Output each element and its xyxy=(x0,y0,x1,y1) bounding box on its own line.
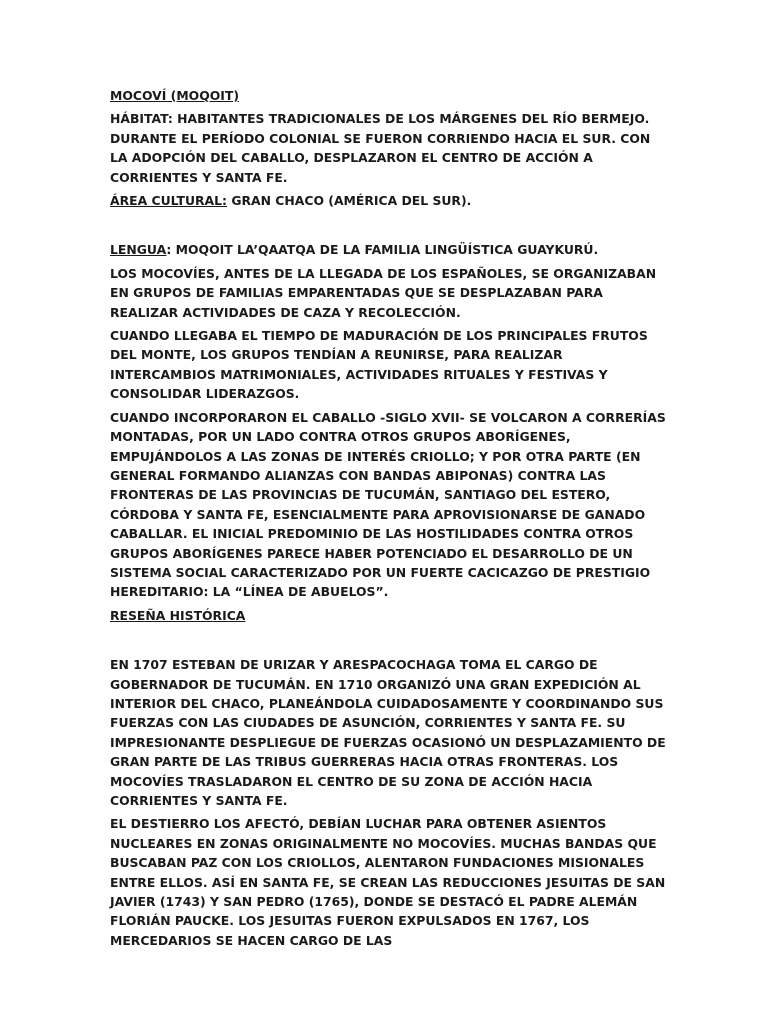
lengua-line xyxy=(110,240,670,259)
area-cultural-label: ÁREA CULTURAL: xyxy=(110,193,227,209)
organizacion-paragraph: LOS MOCOVÍES, ANTES DE LA LLEGADA DE LOS ESPAÑOLES, SE ORGANIZABAN EN GRUPOS DE FAMILIAS EMPARENTADAS QUE SE DESPLAZABAN PARA REALIZAR ACTIVIDADES DE CAZA Y RECOLECCIÓN. xyxy=(110,265,657,320)
destierro-paragraph: EL DESTIERRO LOS AFECTÓ, DEBÍAN LUCHAR PARA OBTENER ASIENTOS NUCLEARES EN ZONAS ORIGINALMENTE NO MOCOVÍES. MUCHAS BANDAS QUE BUSCABAN PAZ CON LOS CRIOLLOS, ALENTARON FUNDACIONES MISIONALES ENTRE ELLOS. ASÍ EN SANTA FE, SE CREAN LAS REDUCCIONES JESUITAS DE SAN JAVIER (1743) Y SAN PEDRO (1765), DONDE SE DESTACÓ EL PADRE ALEMÁN FLORIÁN PAUCKE. LOS JESUITAS FUERON EXPULSADOS EN 1767, LOS MERCEDARIOS SE HACEN CARGO DE LAS xyxy=(110,816,666,948)
area-cultural-value: GRAN CHACO (AMÉRICA DEL SUR). xyxy=(227,193,472,209)
caballo-paragraph: CUANDO INCORPORARON EL CABALLO -SIGLO XVII- SE VOLCARON A CORRERÍAS MONTADAS, POR UN LADO CONTRA OTROS GRUPOS ABORÍGENES, EMPUJÁNDOLOS A LAS ZONAS DE INTERÉS CRIOLLO; Y POR OTRA PARTE (EN GENERAL FORMANDO ALIANZAS CON BANDAS ABIPONAS) CONTRA LAS FRONTERAS DE LAS PROVINCIAS DE TUCUMÁN, SANTIAGO DEL ESTERO, CÓRDOBA Y SANTA FE, ESENCIALMENTE PARA APROVISIONARSE DE GANADO CABALLAR. EL INICIAL PREDOMINIO DE LAS HOSTILIDADES CONTRA OTROS GRUPOS ABORÍGENES PARECE HABER POTENCIADO EL DESARROLLO DE UN SISTEMA SOCIAL CARACTERIZADO POR UN FUERTE CACICAZGO DE PRESTIGIO HEREDITARIO: LA “LÍNEA DE ABUELOS”. xyxy=(110,409,666,600)
maduracion-paragraph: CUANDO LLEGABA EL TIEMPO DE MADURACIÓN DE LOS PRINCIPALES FRUTOS DEL MONTE, LOS GRUPOS TENDÍAN A REUNIRSE, PARA REALIZAR INTERCAMBIOS MATRIMONIALES, ACTIVIDADES RITUALES Y FESTIVAS Y CONSOLIDAR LIDERAZGOS. xyxy=(110,328,648,402)
urizar-paragraph: EN 1707 ESTEBAN DE URIZAR Y ARESPACOCHAGA TOMA EL CARGO DE GOBERNADOR DE TUCUMÁN. EN 1710 ORGANIZÓ UNA GRAN EXPEDICIÓN AL INTERIOR DEL CHACO, PLANEÁNDOLA CUIDADOSAMENTE Y COORDINANDO SUS FUERZAS CON LAS CIUDADES DE ASUNCIÓN, CORRIENTES Y SANTA FE. SU IMPRESIONANTE DESPLIEGUE DE FUERZAS OCASIONÓ UN DESPLAZAMIENTO DE GRAN PARTE DE LAS TRIBUS GUERRERAS HACIA OTRAS FRONTERAS. LOS MOCOVÍES TRASLADARON EL CENTRO DE SU ZONA DE ACCIÓN HACIA CORRIENTES Y SANTA FE. xyxy=(110,657,666,808)
document-body xyxy=(110,86,670,950)
document-title: MOCOVÍ (MOQOIT) xyxy=(110,88,239,103)
area-cultural-line xyxy=(110,191,670,210)
resena-heading: RESEÑA HISTÓRICA xyxy=(110,607,246,623)
habitat-paragraph: HÁBITAT: HABITANTES TRADICIONALES DE LOS MÁRGENES DEL RÍO BERMEJO. DURANTE EL PERÍODO COLONIAL SE FUERON CORRIENDO HACIA EL SUR. CON LA ADOPCIÓN DEL CABALLO, DESPLAZARON EL CENTRO DE ACCIÓN A CORRIENTES Y SANTA FE. xyxy=(110,111,651,185)
lengua-value: : MOQOIT LA’QAATQA DE LA FAMILIA LINGÜÍSTICA GUAYKURÚ. xyxy=(166,242,599,258)
lengua-label: LENGUA xyxy=(110,242,167,258)
